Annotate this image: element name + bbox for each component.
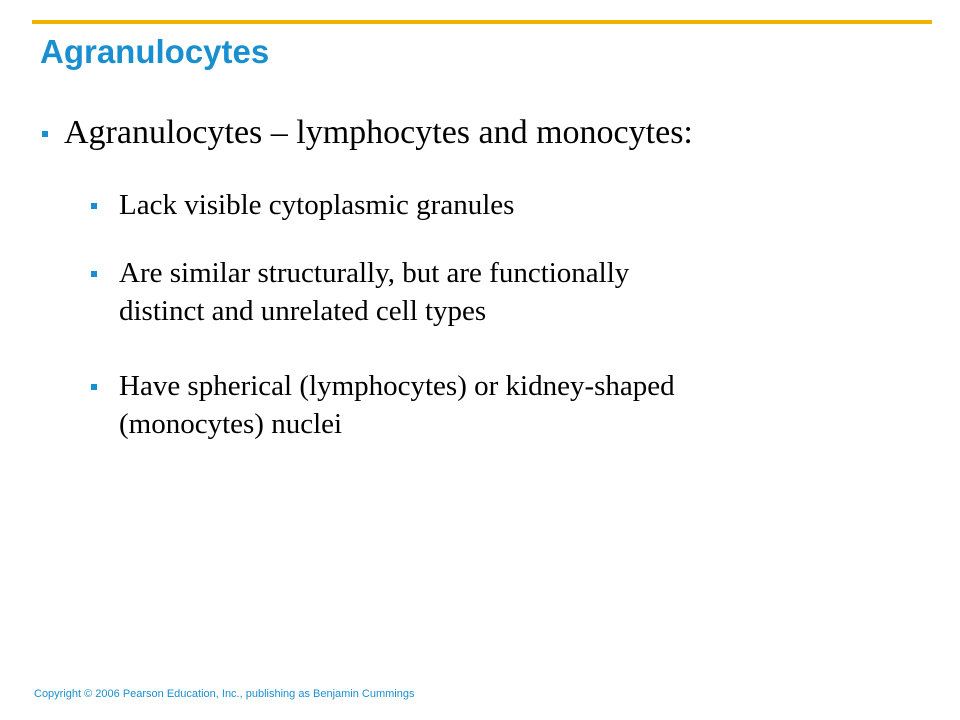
bullet-main-text: Agranulocytes – lymphocytes and monocytes: xyxy=(64,114,693,151)
copyright-footer: Copyright © 2006 Pearson Education, Inc., publishing as Benjamin Cummings xyxy=(34,688,415,700)
sub-bullet-line: Have spherical (lymphocytes) or kidney-shaped xyxy=(119,370,675,402)
sub-bullet-line: Lack visible cytoplasmic granules xyxy=(119,189,515,221)
sub-bullet-text xyxy=(119,186,514,224)
slide-title: Agranulocytes xyxy=(40,33,270,70)
square-bullet-icon xyxy=(42,131,48,137)
square-bullet-icon xyxy=(91,203,97,209)
sub-bullet-text xyxy=(119,254,629,330)
square-bullet-icon xyxy=(91,271,97,277)
sub-bullet-line: (monocytes) nuclei xyxy=(119,408,343,440)
sub-bullet-line: Are similar structurally, but are functionally xyxy=(119,257,630,289)
sub-bullet-text xyxy=(119,367,675,443)
sub-bullet-line: distinct and unrelated cell types xyxy=(119,295,487,327)
square-bullet-icon xyxy=(91,384,97,390)
top-divider-rule xyxy=(32,20,932,24)
